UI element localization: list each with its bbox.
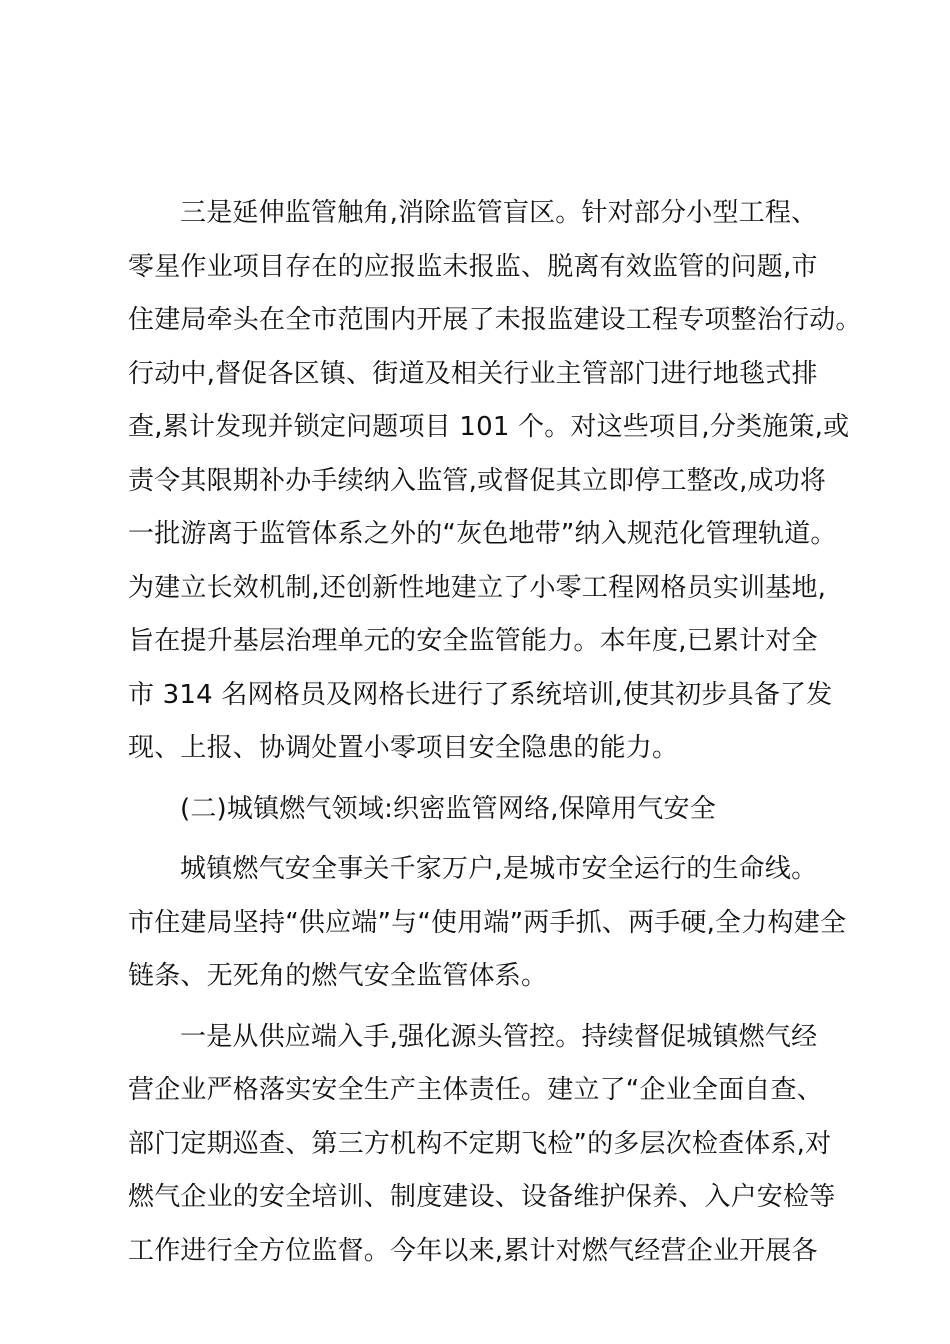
text-line: 为建立长效机制,还创新性地建立了小零工程网格员实训基地,: [128, 572, 827, 603]
text-line: 城镇燃气安全事关千家万户,是城市安全运行的生命线。: [180, 854, 818, 884]
text-line: 零星作业项目存在的应报监未报监、脱离有效监管的问题,市: [128, 251, 818, 282]
paragraph-gas-safety-intro: [128, 843, 847, 1004]
text-line: 部门定期巡查、第三方机构不定期飞检”的多层次检查体系,对: [128, 1128, 832, 1159]
text-line: 三是延伸监管触角,消除监管盲区。针对部分小型工程、: [180, 198, 818, 228]
text-line: 现、上报、协调处置小零项目安全隐患的能力。: [128, 733, 679, 763]
paragraph-supply-side: [128, 1011, 836, 1279]
text-line: 营企业严格落实安全生产主体责任。建立了“企业全面自查、: [128, 1075, 823, 1105]
section-heading: (二)城镇燃气领域:织密监管网络,保障用气安全: [180, 793, 716, 824]
paragraph-oversight-extension: [128, 187, 862, 776]
text-line: 行动中,督促各区镇、街道及相关行业主管部门进行地毯式排: [128, 358, 818, 389]
document-body: [128, 187, 862, 1278]
text-line: 市 314 名网格员及网格长进行了系统培训,使其初步具备了发: [128, 679, 833, 710]
text-line: 市住建局坚持“供应端”与“使用端”两手抓、两手硬,全力构建全: [128, 907, 847, 938]
text-line: 燃气企业的安全培训、制度建设、设备维护保养、入户安检等: [128, 1182, 836, 1212]
text-line: 链条、无死角的燃气安全监管体系。: [128, 961, 548, 991]
text-line: 旨在提升基层治理单元的安全监管能力。本年度,已累计对全: [128, 626, 818, 656]
text-line: 查,累计发现并锁定问题项目 101 个。对这些项目,分类施策,或: [128, 412, 850, 442]
text-line: 一是从供应端入手,强化源头管控。持续督促城镇燃气经: [180, 1021, 818, 1052]
text-line: 责令其限期补办手续纳入监管,或督促其立即停工整改,成功将: [128, 465, 827, 496]
text-line: 工作进行全方位监督。今年以来,累计对燃气经营企业开展各: [128, 1235, 818, 1266]
text-line: 一批游离于监管体系之外的“灰色地带”纳入规范化管理轨道。: [128, 519, 837, 549]
text-line: 住建局牵头在全市范围内开展了未报监建设工程专项整治行动。: [128, 305, 862, 335]
